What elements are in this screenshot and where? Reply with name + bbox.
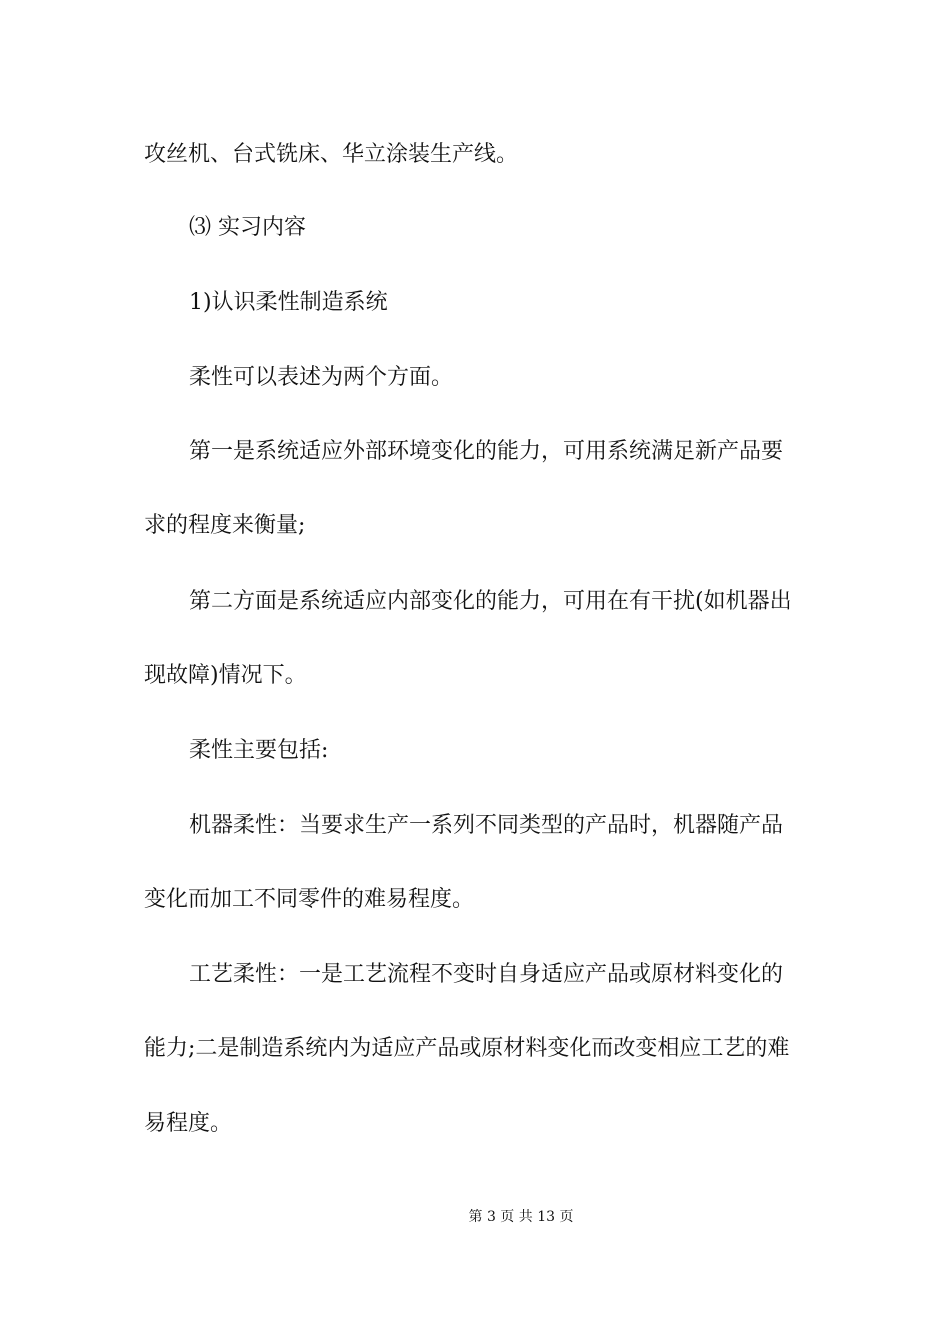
paragraph-first-aspect-cont: 求的程度来衡量; xyxy=(144,513,306,538)
paragraph-second-aspect-cont: 现故障)情况下。 xyxy=(144,663,307,688)
paragraph-process-flexibility-cont: 能力;二是制造系统内为适应产品或原材料变化而改变相应工艺的难 xyxy=(144,1036,790,1061)
page-number-footer: 第 3 页 共 13 页 xyxy=(468,1209,574,1225)
paragraph-flexibility-includes: 柔性主要包括: xyxy=(189,738,329,763)
paragraph-machine-flexibility: 机器柔性：当要求生产一系列不同类型的产品时，机器随产品 xyxy=(189,813,784,838)
text-line-equipment: 攻丝机、台式铣床、华立涂装生产线。 xyxy=(144,142,519,167)
heading-internship-content: ⑶ 实习内容 xyxy=(189,215,306,240)
paragraph-process-flexibility: 工艺柔性：一是工艺流程不变时自身适应产品或原材料变化的 xyxy=(189,962,784,987)
paragraph-flexibility-intro: 柔性可以表述为两个方面。 xyxy=(189,365,454,390)
paragraph-process-flexibility-end: 易程度。 xyxy=(144,1111,233,1136)
paragraph-machine-flexibility-cont: 变化而加工不同零件的难易程度。 xyxy=(144,887,475,912)
paragraph-second-aspect: 第二方面是系统适应内部变化的能力，可用在有干扰(如机器出 xyxy=(189,589,792,614)
heading-flexible-manufacturing: 1)认识柔性制造系统 xyxy=(189,290,388,315)
paragraph-first-aspect: 第一是系统适应外部环境变化的能力，可用系统满足新产品要 xyxy=(189,439,784,464)
